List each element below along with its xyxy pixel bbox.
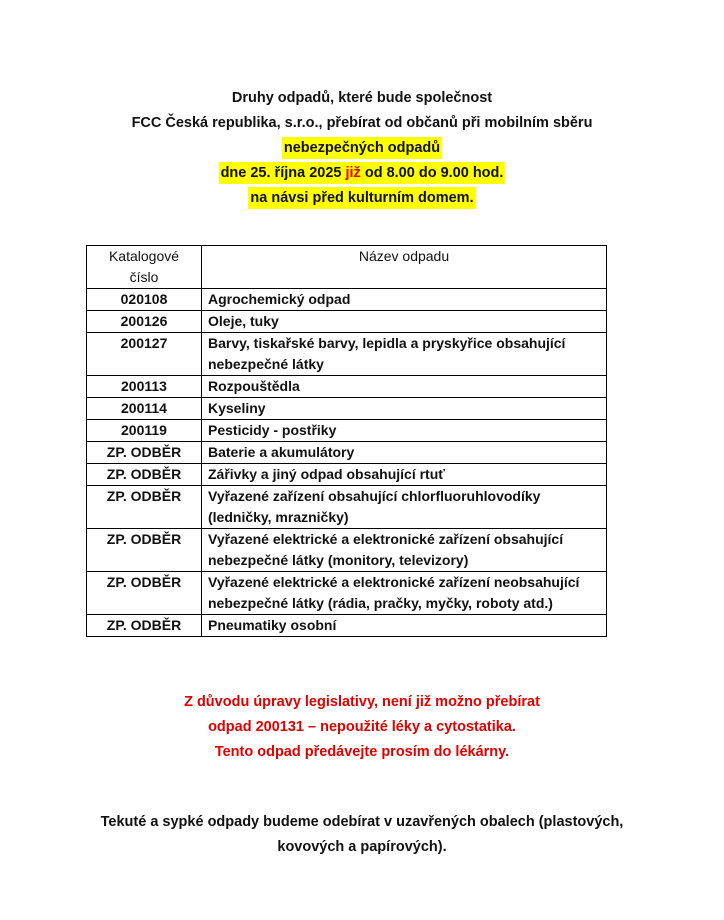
announcement-heading	[0, 86, 724, 211]
waste-name: Pneumatiky osobní	[202, 615, 607, 637]
catalog-number: 200114	[87, 398, 202, 420]
waste-name: Pesticidy - postřiky	[202, 420, 607, 442]
waste-table	[86, 245, 607, 637]
waste-name: Agrochemický odpad	[202, 289, 607, 311]
heading-line-3: nebezpečných odpadů	[282, 137, 442, 159]
waste-name: Baterie a akumulátory	[202, 442, 607, 464]
table-row	[87, 615, 607, 637]
heading-line-4	[219, 162, 506, 184]
date-text: dne 25. října 2025	[220, 165, 346, 181]
waste-name: Zářivky a jiný odpad obsahující rtuť	[202, 464, 607, 486]
notice-line-1: Z důvodu úpravy legislativy, není již možno přebírat	[184, 694, 540, 710]
table-row	[87, 464, 607, 486]
heading-line-2: FCC Česká republika, s.r.o., přebírat od občanů při mobilním sběru	[131, 115, 593, 131]
catalog-number: 200113	[87, 376, 202, 398]
footer-line-2: kovových a papírových).	[277, 839, 447, 855]
heading-line-1: Druhy odpadů, které bude společnost	[231, 90, 493, 106]
catalog-number: ZP. ODBĚR	[87, 615, 202, 637]
catalog-number: ZP. ODBĚR	[87, 464, 202, 486]
catalog-number: 020108	[87, 289, 202, 311]
table-row	[87, 529, 607, 572]
catalog-number: ZP. ODBĚR	[87, 442, 202, 464]
table-row	[87, 311, 607, 333]
waste-name: Oleje, tuky	[202, 311, 607, 333]
table-row	[87, 333, 607, 376]
table-row	[87, 442, 607, 464]
table-row	[87, 572, 607, 615]
footer-line-1: Tekuté a sypké odpady budeme odebírat v uzavřených obalech (plastových,	[100, 814, 624, 830]
waste-name: Vyřazené zařízení obsahující chlorfluoruhlovodíky (ledničky, mrazničky)	[202, 486, 607, 529]
table-row	[87, 420, 607, 442]
legislation-notice	[0, 690, 724, 765]
catalog-number: 200127	[87, 333, 202, 376]
notice-line-3: Tento odpad předávejte prosím do lékárny.	[214, 744, 510, 760]
waste-name: Rozpouštědla	[202, 376, 607, 398]
catalog-number: ZP. ODBĚR	[87, 572, 202, 615]
waste-name: Vyřazené elektrické a elektronické zařízení obsahující nebezpečné látky (monitory, televizory)	[202, 529, 607, 572]
header-waste-name: Název odpadu	[202, 246, 607, 289]
waste-name: Barvy, tiskařské barvy, lepidla a pryskyřice obsahující nebezpečné látky	[202, 333, 607, 376]
waste-name: Kyseliny	[202, 398, 607, 420]
header-catalog-number: Katalogové číslo	[87, 246, 202, 289]
catalog-number: 200126	[87, 311, 202, 333]
table-row	[87, 376, 607, 398]
table-row	[87, 289, 607, 311]
catalog-number: ZP. ODBĚR	[87, 486, 202, 529]
heading-line-5: na návsi před kulturním domem.	[248, 187, 475, 209]
already-word: již	[345, 165, 361, 181]
waste-name: Vyřazené elektrické a elektronické zařízení neobsahující nebezpečné látky (rádia, pračky, myčky, roboty atd.)	[202, 572, 607, 615]
catalog-number: 200119	[87, 420, 202, 442]
packaging-note	[0, 810, 724, 860]
notice-line-2: odpad 200131 – nepoužité léky a cytostatika.	[208, 719, 516, 735]
table-row	[87, 398, 607, 420]
time-text: od 8.00 do 9.00 hod.	[360, 165, 504, 181]
table-header-row	[87, 246, 607, 289]
table-row	[87, 486, 607, 529]
catalog-number: ZP. ODBĚR	[87, 529, 202, 572]
